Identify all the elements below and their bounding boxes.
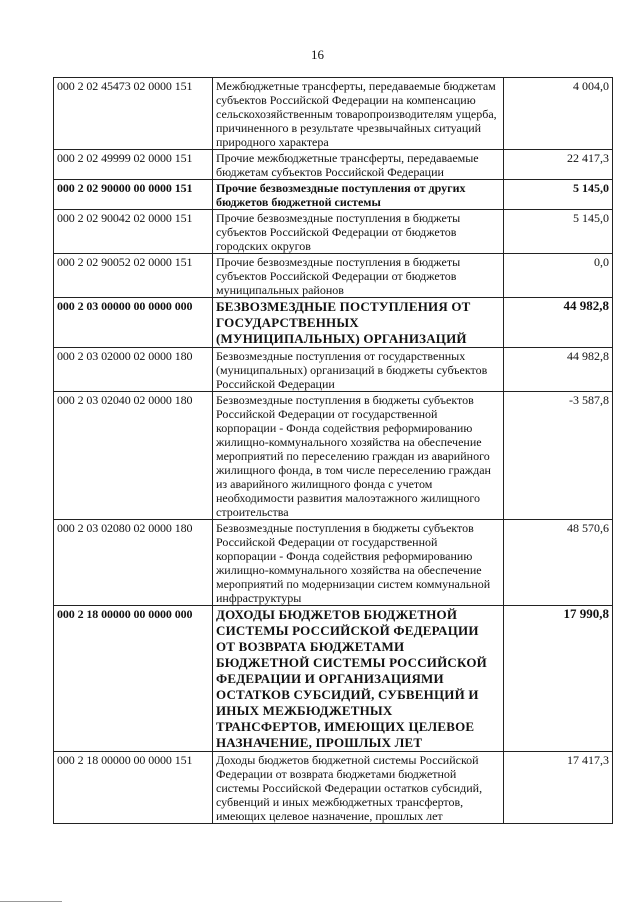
budget-table — [53, 77, 613, 824]
budget-description: ДОХОДЫ БЮДЖЕТОВ БЮДЖЕТНОЙ СИСТЕМЫ РОССИЙСКОЙ ФЕДЕРАЦИИ ОТ ВОЗВРАТА БЮДЖЕТАМИ БЮДЖЕТНОЙ СИСТЕМЫ РОССИЙСКОЙ ФЕДЕРАЦИИ И ОРГАНИЗАЦИЯМИ ОСТАТКОВ СУБСИДИЙ, СУБВЕНЦИЙ И ИНЫХ МЕЖБЮДЖЕТНЫХ ТРАНСФЕРТОВ, ИМЕЮЩИХ ЦЕЛЕВОЕ НАЗНАЧЕНИЕ, ПРОШЛЫХ ЛЕТ — [213, 606, 504, 752]
table-row — [54, 78, 613, 150]
budget-amount: 5 145,0 — [504, 210, 613, 254]
budget-description: Прочие безвозмездные поступления в бюджеты субъектов Российской Федерации от бюджетов городских округов — [213, 210, 504, 254]
table-row — [54, 752, 613, 824]
budget-description: Безвозмездные поступления в бюджеты субъектов Российской Федерации от государственной корпорации - Фонда содействия реформированию жилищно-коммунального хозяйства на обеспечение мероприятий по модернизации систем коммунальной инфраструктуры — [213, 520, 504, 606]
table-row — [54, 392, 613, 520]
budget-code: 000 2 02 90000 00 0000 151 — [54, 180, 213, 210]
budget-amount: 4 004,0 — [504, 78, 613, 150]
table-row — [54, 520, 613, 606]
budget-code: 000 2 03 00000 00 0000 000 — [54, 298, 213, 348]
budget-description: БЕЗВОЗМЕЗДНЫЕ ПОСТУПЛЕНИЯ ОТ ГОСУДАРСТВЕННЫХ (МУНИЦИПАЛЬНЫХ) ОРГАНИЗАЦИЙ — [213, 298, 504, 348]
budget-code: 000 2 18 00000 00 0000 000 — [54, 606, 213, 752]
budget-amount: 5 145,0 — [504, 180, 613, 210]
budget-amount: 0,0 — [504, 254, 613, 298]
budget-code: 000 2 03 02080 02 0000 180 — [54, 520, 213, 606]
budget-description: Доходы бюджетов бюджетной системы Российской Федерации от возврата бюджетами бюджетной системы Российской Федерации остатков субсидий, субвенций и иных межбюджетных трансфертов, имеющих целевое назначение, прошлых лет — [213, 752, 504, 824]
page-number: 16 — [311, 47, 324, 62]
budget-code: 000 2 02 49999 02 0000 151 — [54, 150, 213, 180]
budget-code: 000 2 02 45473 02 0000 151 — [54, 78, 213, 150]
budget-amount: -3 587,8 — [504, 392, 613, 520]
budget-amount: 17 990,8 — [504, 606, 613, 752]
budget-description: Безвозмездные поступления в бюджеты субъектов Российской Федерации от государственной корпорации - Фонда содействия реформированию жилищно-коммунального хозяйства на обеспечение мероприятий по переселению граждан из аварийного жилищного фонда, в том числе переселению граждан из аварийного жилищного фонда с учетом необходимости развития малоэтажного жилищного строительства — [213, 392, 504, 520]
budget-description: Безвозмездные поступления от государственных (муниципальных) организаций в бюджеты субъектов Российской Федерации — [213, 348, 504, 392]
budget-description: Прочие безвозмездные поступления в бюджеты субъектов Российской Федерации от бюджетов муниципальных районов — [213, 254, 504, 298]
budget-description: Прочие безвозмездные поступления от других бюджетов бюджетной системы — [213, 180, 504, 210]
table-row — [54, 606, 613, 752]
budget-amount: 44 982,8 — [504, 298, 613, 348]
budget-amount: 17 417,3 — [504, 752, 613, 824]
budget-code: 000 2 02 90052 02 0000 151 — [54, 254, 213, 298]
footer-divider — [0, 901, 62, 902]
table-row — [54, 348, 613, 392]
table-row — [54, 210, 613, 254]
table-row — [54, 150, 613, 180]
budget-amount: 22 417,3 — [504, 150, 613, 180]
budget-description: Прочие межбюджетные трансферты, передаваемые бюджетам субъектов Российской Федерации — [213, 150, 504, 180]
table-row — [54, 254, 613, 298]
budget-code: 000 2 02 90042 02 0000 151 — [54, 210, 213, 254]
budget-code: 000 2 18 00000 00 0000 151 — [54, 752, 213, 824]
budget-amount: 48 570,6 — [504, 520, 613, 606]
budget-code: 000 2 03 02040 02 0000 180 — [54, 392, 213, 520]
table-row — [54, 180, 613, 210]
budget-code: 000 2 03 02000 02 0000 180 — [54, 348, 213, 392]
table-row — [54, 298, 613, 348]
budget-amount: 44 982,8 — [504, 348, 613, 392]
budget-description: Межбюджетные трансферты, передаваемые бюджетам субъектов Российской Федерации на компенсацию сельскохозяйственным товаропроизводителям ущерба, причиненного в результате чрезвычайных ситуаций природного характера — [213, 78, 504, 150]
